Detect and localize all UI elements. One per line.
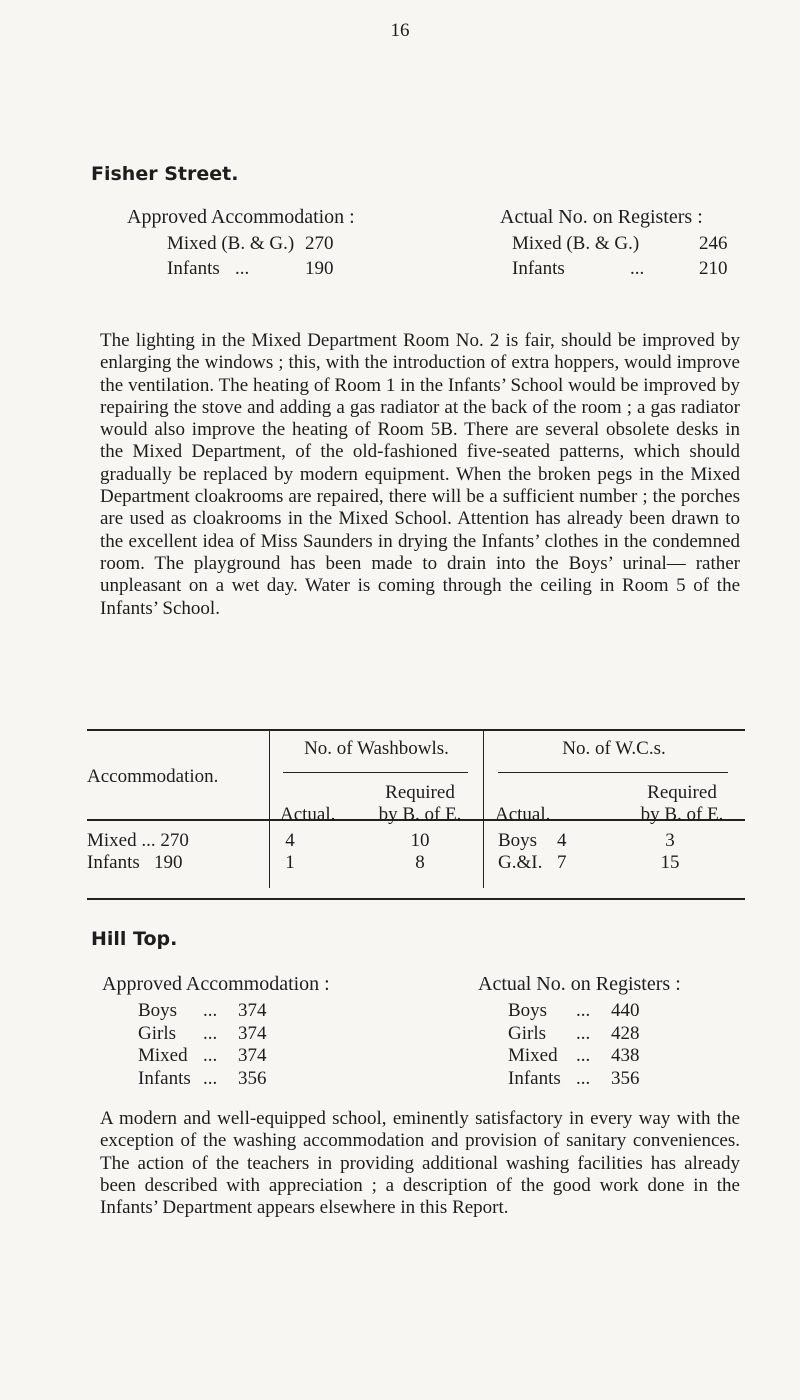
hilltop-approved-label: Approved Accommodation : bbox=[102, 973, 330, 995]
list-item bbox=[138, 1000, 267, 1023]
table-cell-wc-label: Boys bbox=[498, 830, 538, 851]
table-cell-wc-required: 3 bbox=[665, 830, 675, 851]
row-label: Mixed bbox=[508, 1045, 558, 1067]
row-dots: ... bbox=[576, 1022, 591, 1044]
row-label: Boys bbox=[508, 1000, 548, 1022]
row-dots: ... bbox=[203, 1022, 218, 1044]
list-item bbox=[508, 1000, 640, 1023]
table-bottom-rule bbox=[87, 898, 745, 900]
subheader-wc-actual: Actual. bbox=[495, 804, 551, 825]
page-number: 16 bbox=[390, 20, 410, 41]
table-subheader-rule-1 bbox=[283, 772, 468, 773]
table-top-rule bbox=[87, 729, 745, 731]
row-dots: ... bbox=[203, 1045, 218, 1067]
table-cell-wash-actual: 4 bbox=[285, 830, 295, 851]
table-cell-wash-actual: 1 bbox=[285, 852, 295, 873]
list-item bbox=[138, 1068, 267, 1091]
col-header-washbowls: No. of Washbowls. bbox=[304, 738, 449, 759]
list-item bbox=[138, 1045, 267, 1068]
row-label: Mixed (B. & G.) bbox=[512, 233, 640, 255]
row-value: 438 bbox=[611, 1045, 640, 1067]
list-item bbox=[140, 258, 334, 281]
list-item bbox=[508, 1068, 640, 1091]
hilltop-approved-list bbox=[138, 1000, 267, 1090]
fisher-approved-label: Approved Accommodation : bbox=[127, 206, 355, 228]
hilltop-actual-label: Actual No. on Registers : bbox=[478, 973, 681, 995]
paragraph-text: The lighting in the Mixed Department Room No. 2 is fair, should be improved by enlarging the windows ; this, with the introduction of extra hoppers, would improve the ventilation. The heating of Room 1 in the Infants’ School would be improved by repairing the stove and adding a gas radiator at the back of the room ; a gas radiator would also improve the heating of Room 5B. There are several obsolete desks in the Mixed Department, of the old-fashioned five-seated patterns, which should gradually be replaced by modern equipment. When the broken pegs in the Mixed Department cloakrooms are repaired, there will be a sufficient number ; the porches are used as cloakrooms in the Mixed School. Attention has already been drawn to the excellent idea of Miss Saunders in drying the Infants’ clothes in the condemned room. The playground has been made to drain into the Boys’ urinal— rather unpleasant on a wet day. Water is coming through the ceiling in Room 5 of the Infants’ School. bbox=[100, 330, 740, 619]
hill-top-paragraph bbox=[100, 1108, 740, 1219]
fisher-actual-list bbox=[512, 233, 728, 280]
row-label: Infants bbox=[167, 257, 220, 279]
row-dots: ... bbox=[235, 257, 250, 279]
row-value: 374 bbox=[238, 1022, 267, 1044]
table-cell-accommodation: Infants 190 bbox=[87, 852, 183, 873]
row-value: 190 bbox=[305, 257, 334, 279]
fisher-approved-list bbox=[140, 233, 334, 280]
table-cell-accommodation: Mixed ... 270 bbox=[87, 830, 189, 851]
row-value: 440 bbox=[611, 1000, 640, 1022]
table-cell-wc-label: G.&I. bbox=[498, 852, 543, 873]
row-value: 270 bbox=[305, 233, 334, 255]
row-value: 428 bbox=[611, 1022, 640, 1044]
section-title-hill-top: Hill Top. bbox=[91, 928, 178, 950]
row-value: 246 bbox=[699, 233, 728, 255]
row-value: 356 bbox=[238, 1067, 267, 1089]
row-label: Girls bbox=[138, 1022, 176, 1044]
hilltop-actual-list bbox=[508, 1000, 640, 1090]
row-label: Infants bbox=[508, 1067, 561, 1089]
subheader-wc-required: Required bbox=[647, 782, 717, 803]
subheader-wash-required-by: by B. of E. bbox=[378, 804, 462, 825]
fisher-actual-label: Actual No. on Registers : bbox=[500, 206, 703, 228]
row-label: Girls bbox=[508, 1022, 546, 1044]
table-cell-wc-actual: 7 bbox=[557, 852, 567, 873]
row-label: Boys bbox=[138, 1000, 178, 1022]
row-dots: ... bbox=[576, 1067, 591, 1089]
row-label: Mixed (B. & G.) bbox=[167, 233, 295, 255]
row-dots: ... bbox=[203, 1067, 218, 1089]
row-label: Infants bbox=[512, 257, 565, 279]
row-dots: ... bbox=[630, 257, 645, 279]
subheader-wash-actual: Actual. bbox=[280, 804, 336, 825]
list-item bbox=[508, 1023, 640, 1046]
row-value: 374 bbox=[238, 1000, 267, 1022]
subheader-wc-required-by: by B. of E. bbox=[640, 804, 724, 825]
subheader-wash-required: Required bbox=[385, 782, 455, 803]
fisher-street-paragraph bbox=[100, 330, 740, 620]
list-item bbox=[512, 233, 728, 256]
table-cell-wc-required: 15 bbox=[660, 852, 680, 873]
section-title-fisher-street: Fisher Street. bbox=[91, 163, 239, 185]
paragraph-text: A modern and well-equipped school, eminently satisfactory in every way with the exception of the washing accommodation and provision of sanitary conveniences. The action of the teachers in providing additional washing facilities has already been described with appreciation ; a description of the good work done in the Infants’ Department appears elsewhere in this Report. bbox=[100, 1108, 740, 1219]
table-cell-wc-actual: 4 bbox=[557, 830, 567, 851]
col-header-wcs: No. of W.C.s. bbox=[562, 738, 666, 759]
row-dots: ... bbox=[576, 1000, 591, 1022]
row-dots: ... bbox=[203, 1000, 218, 1022]
row-label: Mixed bbox=[138, 1045, 188, 1067]
row-label: Infants bbox=[138, 1067, 191, 1089]
row-value: 210 bbox=[699, 257, 728, 279]
col-header-accommodation: Accommodation. bbox=[87, 766, 219, 787]
list-item bbox=[508, 1045, 640, 1068]
table-cell-wash-required: 8 bbox=[415, 852, 425, 873]
table-cell-wash-required: 10 bbox=[410, 830, 430, 851]
list-item bbox=[140, 233, 334, 256]
list-item bbox=[512, 258, 728, 281]
row-value: 356 bbox=[611, 1067, 640, 1089]
list-item bbox=[138, 1023, 267, 1046]
table-subheader-rule-2 bbox=[498, 772, 728, 773]
row-dots: ... bbox=[576, 1045, 591, 1067]
row-value: 374 bbox=[238, 1045, 267, 1067]
